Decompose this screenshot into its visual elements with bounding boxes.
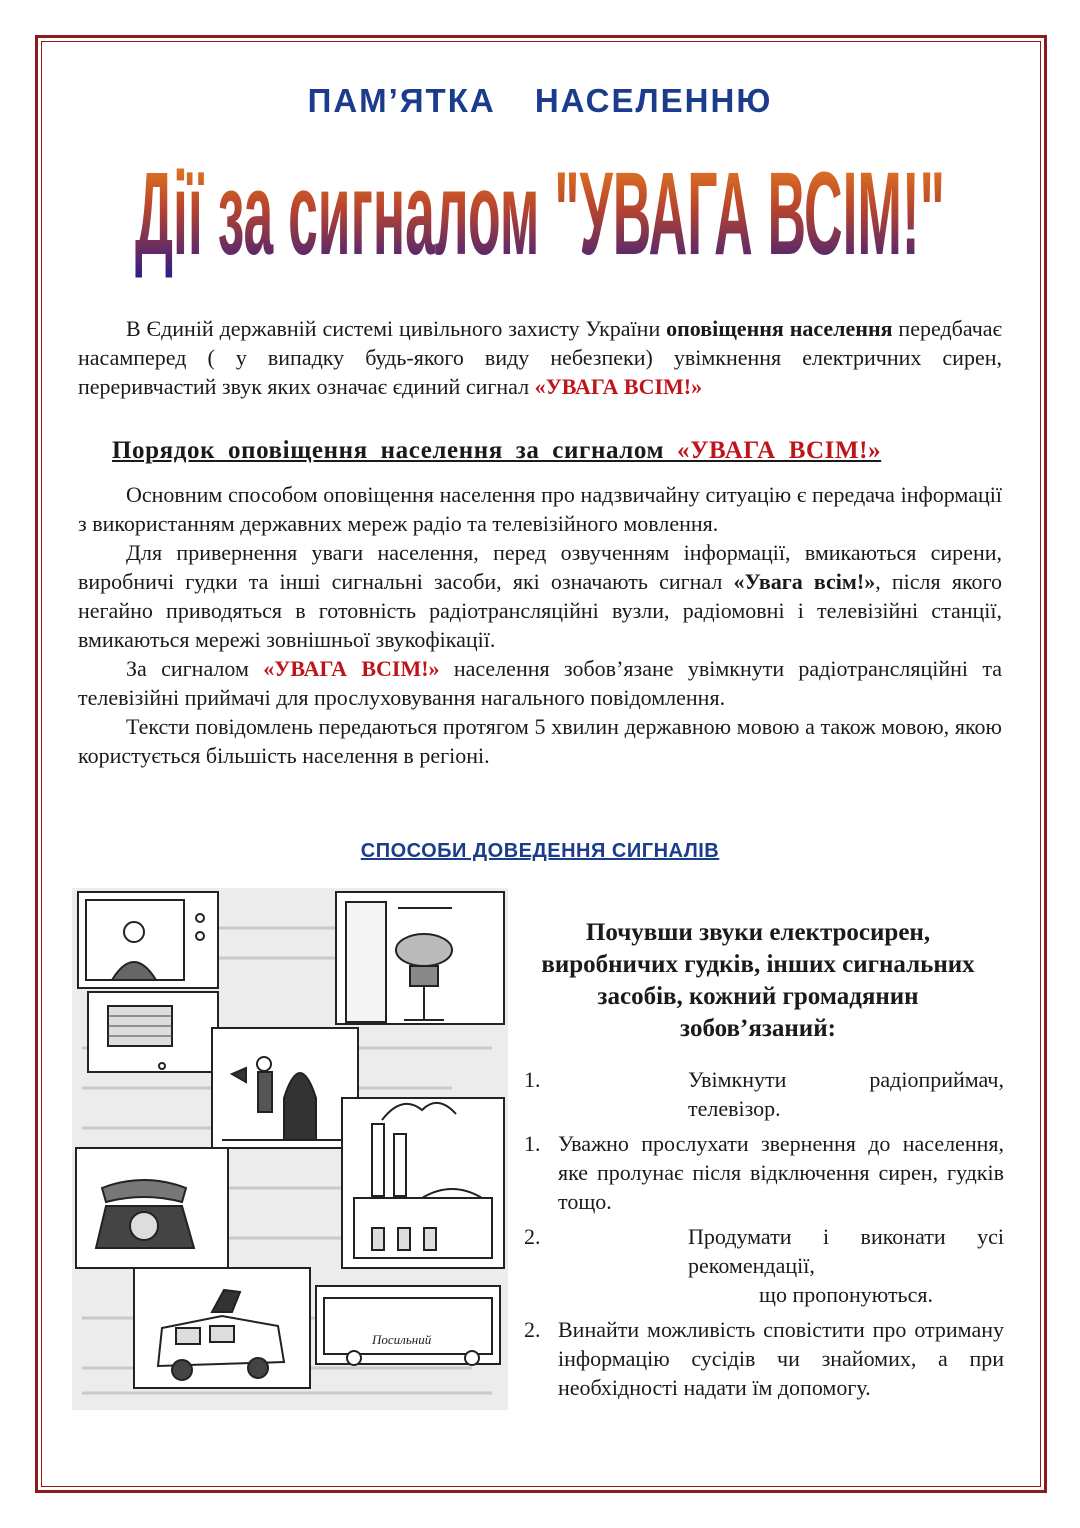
- action-text: Уважно прослухати звернення до населення, яке пролунає після відключення сирен, гудків тощо.: [558, 1131, 1004, 1214]
- main-title-svg: [0, 140, 1080, 280]
- paragraph-1: Основним способом оповіщення населення про надзвичайну ситуацію є передача інформації з використанням державних мереж радіо та телевізійного мовлення.: [78, 482, 1002, 536]
- paragraph-3-a: За сигналом: [126, 656, 264, 681]
- courier-panel: [316, 1286, 500, 1365]
- action-text: Увімкнути радіоприймач, телевізор.: [688, 1067, 1004, 1121]
- paragraph-2: [78, 538, 1002, 654]
- section-heading-text: Порядок оповіщення населення за сигналом: [112, 437, 677, 464]
- paragraph-3-signal: «УВАГА ВСІМ!»: [263, 656, 440, 681]
- illustration-svg: [72, 888, 508, 1410]
- paragraph-2-a: Для привернення уваги населення, перед озвученням інформації, вмикаються сирени, виробничі гудки та інші сигнальні засоби, які означають сигнал: [78, 540, 1002, 594]
- mobile-loudspeaker-van-panel: [134, 1268, 310, 1388]
- action-number: 2.: [524, 1317, 541, 1342]
- action-item: [524, 1129, 1004, 1216]
- paragraph-2-signal: «Увага всім!»: [733, 569, 876, 594]
- action-text: Винайти можливість сповістити про отриману інформацію сусідів чи знайомих, а при необхідності надати їм допомогу.: [558, 1317, 1004, 1400]
- paragraph-2-c: , після якого негайно приводяться в готовність радіотрансляційні вузли, радіомовні і телевізійні станції, вмикаються мережі зовнішньої звукофікації.: [78, 569, 1002, 652]
- telephone-panel: [76, 1148, 228, 1268]
- intro-bold: оповіщення населення: [666, 316, 893, 341]
- intro-text-2: передбачає насамперед ( у випадку будь-якого виду небезпеки) увімкнення електричних сирен, переривчастий звук яких означає єдиний сигнал: [78, 316, 1002, 399]
- factory-panel: [342, 1098, 504, 1268]
- action-number: 1.: [524, 1067, 541, 1092]
- action-text-cont: що пропонуються.: [759, 1282, 933, 1307]
- memo-subtitle: ПАМ’ЯТКА НАСЕЛЕННЮ: [307, 82, 773, 119]
- radio-speaker-panel: [88, 992, 218, 1072]
- courier-label: Посильний: [372, 1332, 432, 1347]
- methods-heading: СПОСОБИ ДОВЕДЕННЯ СИГНАЛІВ: [360, 840, 720, 862]
- main-title-text: Дії за сигналом "УВАГА ВСІМ!": [135, 148, 945, 280]
- paragraph-3: [78, 654, 1002, 712]
- siren-tower-panel: [336, 892, 504, 1024]
- intro-text-1: В Єдиній державній системі цивільного захисту України: [126, 316, 667, 341]
- action-number: 1.: [524, 1131, 541, 1156]
- intro-paragraph: [78, 314, 1002, 401]
- loudspeaker-man-panel: [212, 1028, 358, 1148]
- tv-newsreader-panel: [78, 892, 218, 988]
- action-item: [524, 1065, 1004, 1123]
- paragraph-4: Тексти повідомлень передаються протягом 5 хвилин державною мовою а також мовою, якою користується більшість населення в регіоні.: [78, 714, 1002, 768]
- signal-methods-illustration: [72, 888, 508, 1410]
- section-heading: [112, 437, 881, 465]
- action-number: 2.: [524, 1224, 541, 1249]
- main-text: [78, 480, 1002, 770]
- action-text: [688, 1222, 1004, 1309]
- actions-list: [524, 1065, 1004, 1408]
- action-text-main: Продумати і виконати усі рекомендації,: [688, 1224, 1004, 1278]
- main-title: [0, 140, 1080, 280]
- paragraph-3-c: населення зобов’язане увімкнути радіотрансляційні та телевізійні приймачі для прослуховування нагального повідомлення.: [78, 656, 1002, 710]
- citizen-duty-heading: Почувши звуки електросирен, виробничих гудків, інших сигнальних засобів, кожний громадянин зобов’язаний:: [541, 919, 975, 1042]
- section-heading-signal: «УВАГА ВСІМ!»: [677, 437, 882, 464]
- action-item: [524, 1222, 1004, 1309]
- intro-signal: «УВАГА ВСІМ!»: [534, 374, 703, 399]
- action-item: [524, 1315, 1004, 1402]
